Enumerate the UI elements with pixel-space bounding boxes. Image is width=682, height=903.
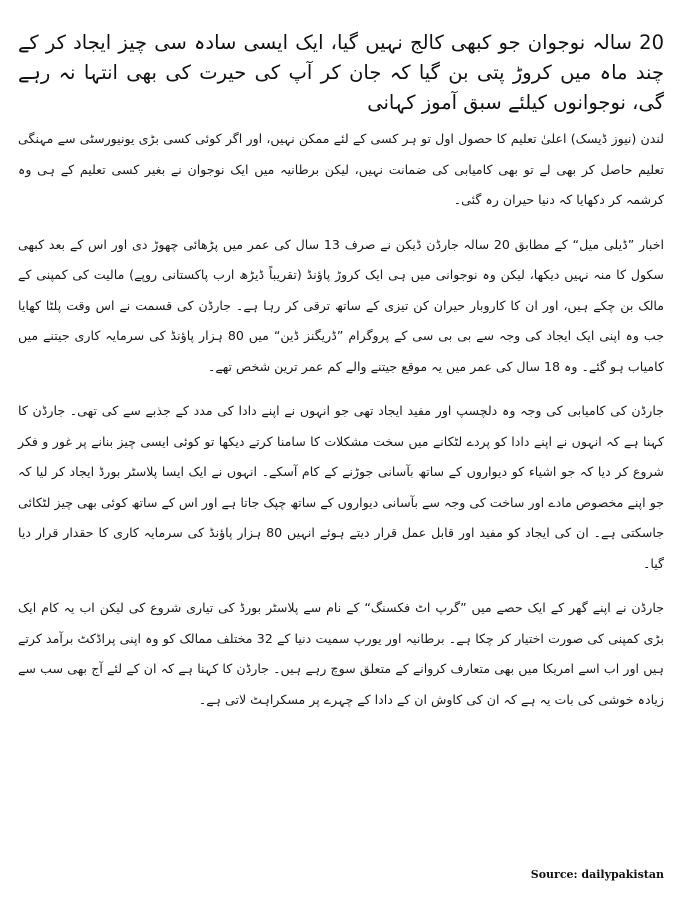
article-paragraph-4: جارڈن نے اپنے گھر کے ایک حصے میں ”گرپ اٹ فکسنگ“ کے نام سے پلاسٹر بورڈ کی تیاری شروع کی لیکن اب یہ کام ایک بڑی کمپنی کی صورت اختیار کر چکا ہے۔ برطانیہ اور یورپ سمیت دنیا کے 32 مختلف ممالک کو وہ اپنی پراڈکٹ برآمد کرتے ہیں اور اب اسے امریکا میں بھی متعارف کروانے کے متعلق سوچ رہے ہیں۔ جارڈن کا کہنا ہے کہ ان کے لئے آج بھی سب سے زیادہ خوشی کی بات یہ ہے کہ ان کی کاوش ان کے دادا کے چہرے پر مسکراہٹ لاتی ہے۔ bbox=[18, 600, 664, 707]
source-credit: Source: dailypakistan bbox=[530, 868, 664, 881]
article-headline: 20 سالہ نوجوان جو کبھی کالج نہیں گیا، ایک ایسی سادہ سی چیز ایجاد کر کے چند ماہ میں کروڑ پتی بن گیا کہ جان کر آپ کی حیرت کی بھی انتہا نہ رہے گی، نوجوانوں کیلئے سبق آموز کہانی bbox=[18, 31, 664, 114]
article-paragraph-1: لندن (نیوز ڈیسک) اعلیٰ تعلیم کا حصول اول تو ہر کسی کے لئے ممکن نہیں، اور اگر کوئی کسی بڑی یونیورسٹی سے مہنگی تعلیم حاصل کر بھی لے تو بھی کامیابی کی ضمانت نہیں، لیکن برطانیہ میں ایک نوجوان نے بغیر کسی تعلیم کے ہی وہ کرشمہ کر دکھایا کہ دنیا حیران رہ گئی۔ bbox=[18, 131, 664, 207]
news-article bbox=[18, 28, 664, 729]
article-paragraph-2: اخبار ”ڈیلی میل“ کے مطابق 20 سالہ جارڈن ڈیکن نے صرف 13 سال کی عمر میں پڑھائی چھوڑ دی اور اس کے بعد کبھی سکول کا منہ نہیں دیکھا، لیکن وہ نوجوانی میں ہی ایک کروڑ پاؤنڈ (تقریباً ڈیڑھ ارب پاکستانی روپے) مالیت کی کمپنی کے مالک بن چکے ہیں، اور ان کا کاروبار حیران کن تیزی کے ساتھ ترقی کر رہا ہے۔ جارڈن کی قسمت نے اس وقت پلٹا کھایا جب وہ اپنی ایک ایجاد کی وجہ سے بی بی سی کے پروگرام ”ڈریگنز ڈین“ میں 80 ہزار پاؤنڈ کی سرمایہ کاری جیتنے میں کامیاب ہو گئے۔ وہ 18 سال کی عمر میں یہ موقع جیتنے والے کم عمر ترین شخص تھے۔ bbox=[18, 236, 664, 374]
article-paragraph-3: جارڈن کی کامیابی کی وجہ وہ دلچسپ اور مفید ایجاد تھی جو انہوں نے اپنے دادا کی مدد کے جذبے سے کی تھی۔ جارڈن کا کہنا ہے کہ انہوں نے اپنے دادا کو پردے لٹکانے میں سخت مشکلات کا سامنا کرتے دیکھا تو کوئی ایسی چیز بنانے پر غور و فکر شروع کر دیا کہ جو اشیاء کو دیواروں کے ساتھ بآسانی جوڑنے کے کام آسکے۔ انہوں نے ایک ایسا پلاسٹر بورڈ ایجاد کر لیا کہ جو اپنے مخصوص مادے اور ساخت کی وجہ سے بآسانی دیواروں کے ساتھ چپک جاتا ہے اور اس کے ساتھ کوئی بھی چیز لٹکائی جاسکتی ہے۔ ان کی ایجاد کو مفید اور قابل عمل قرار دیتے ہوئے انہیں 80 ہزار پاؤنڈ کی سرمایہ کاری کا حقدار قرار دیا گیا۔ bbox=[18, 403, 664, 571]
